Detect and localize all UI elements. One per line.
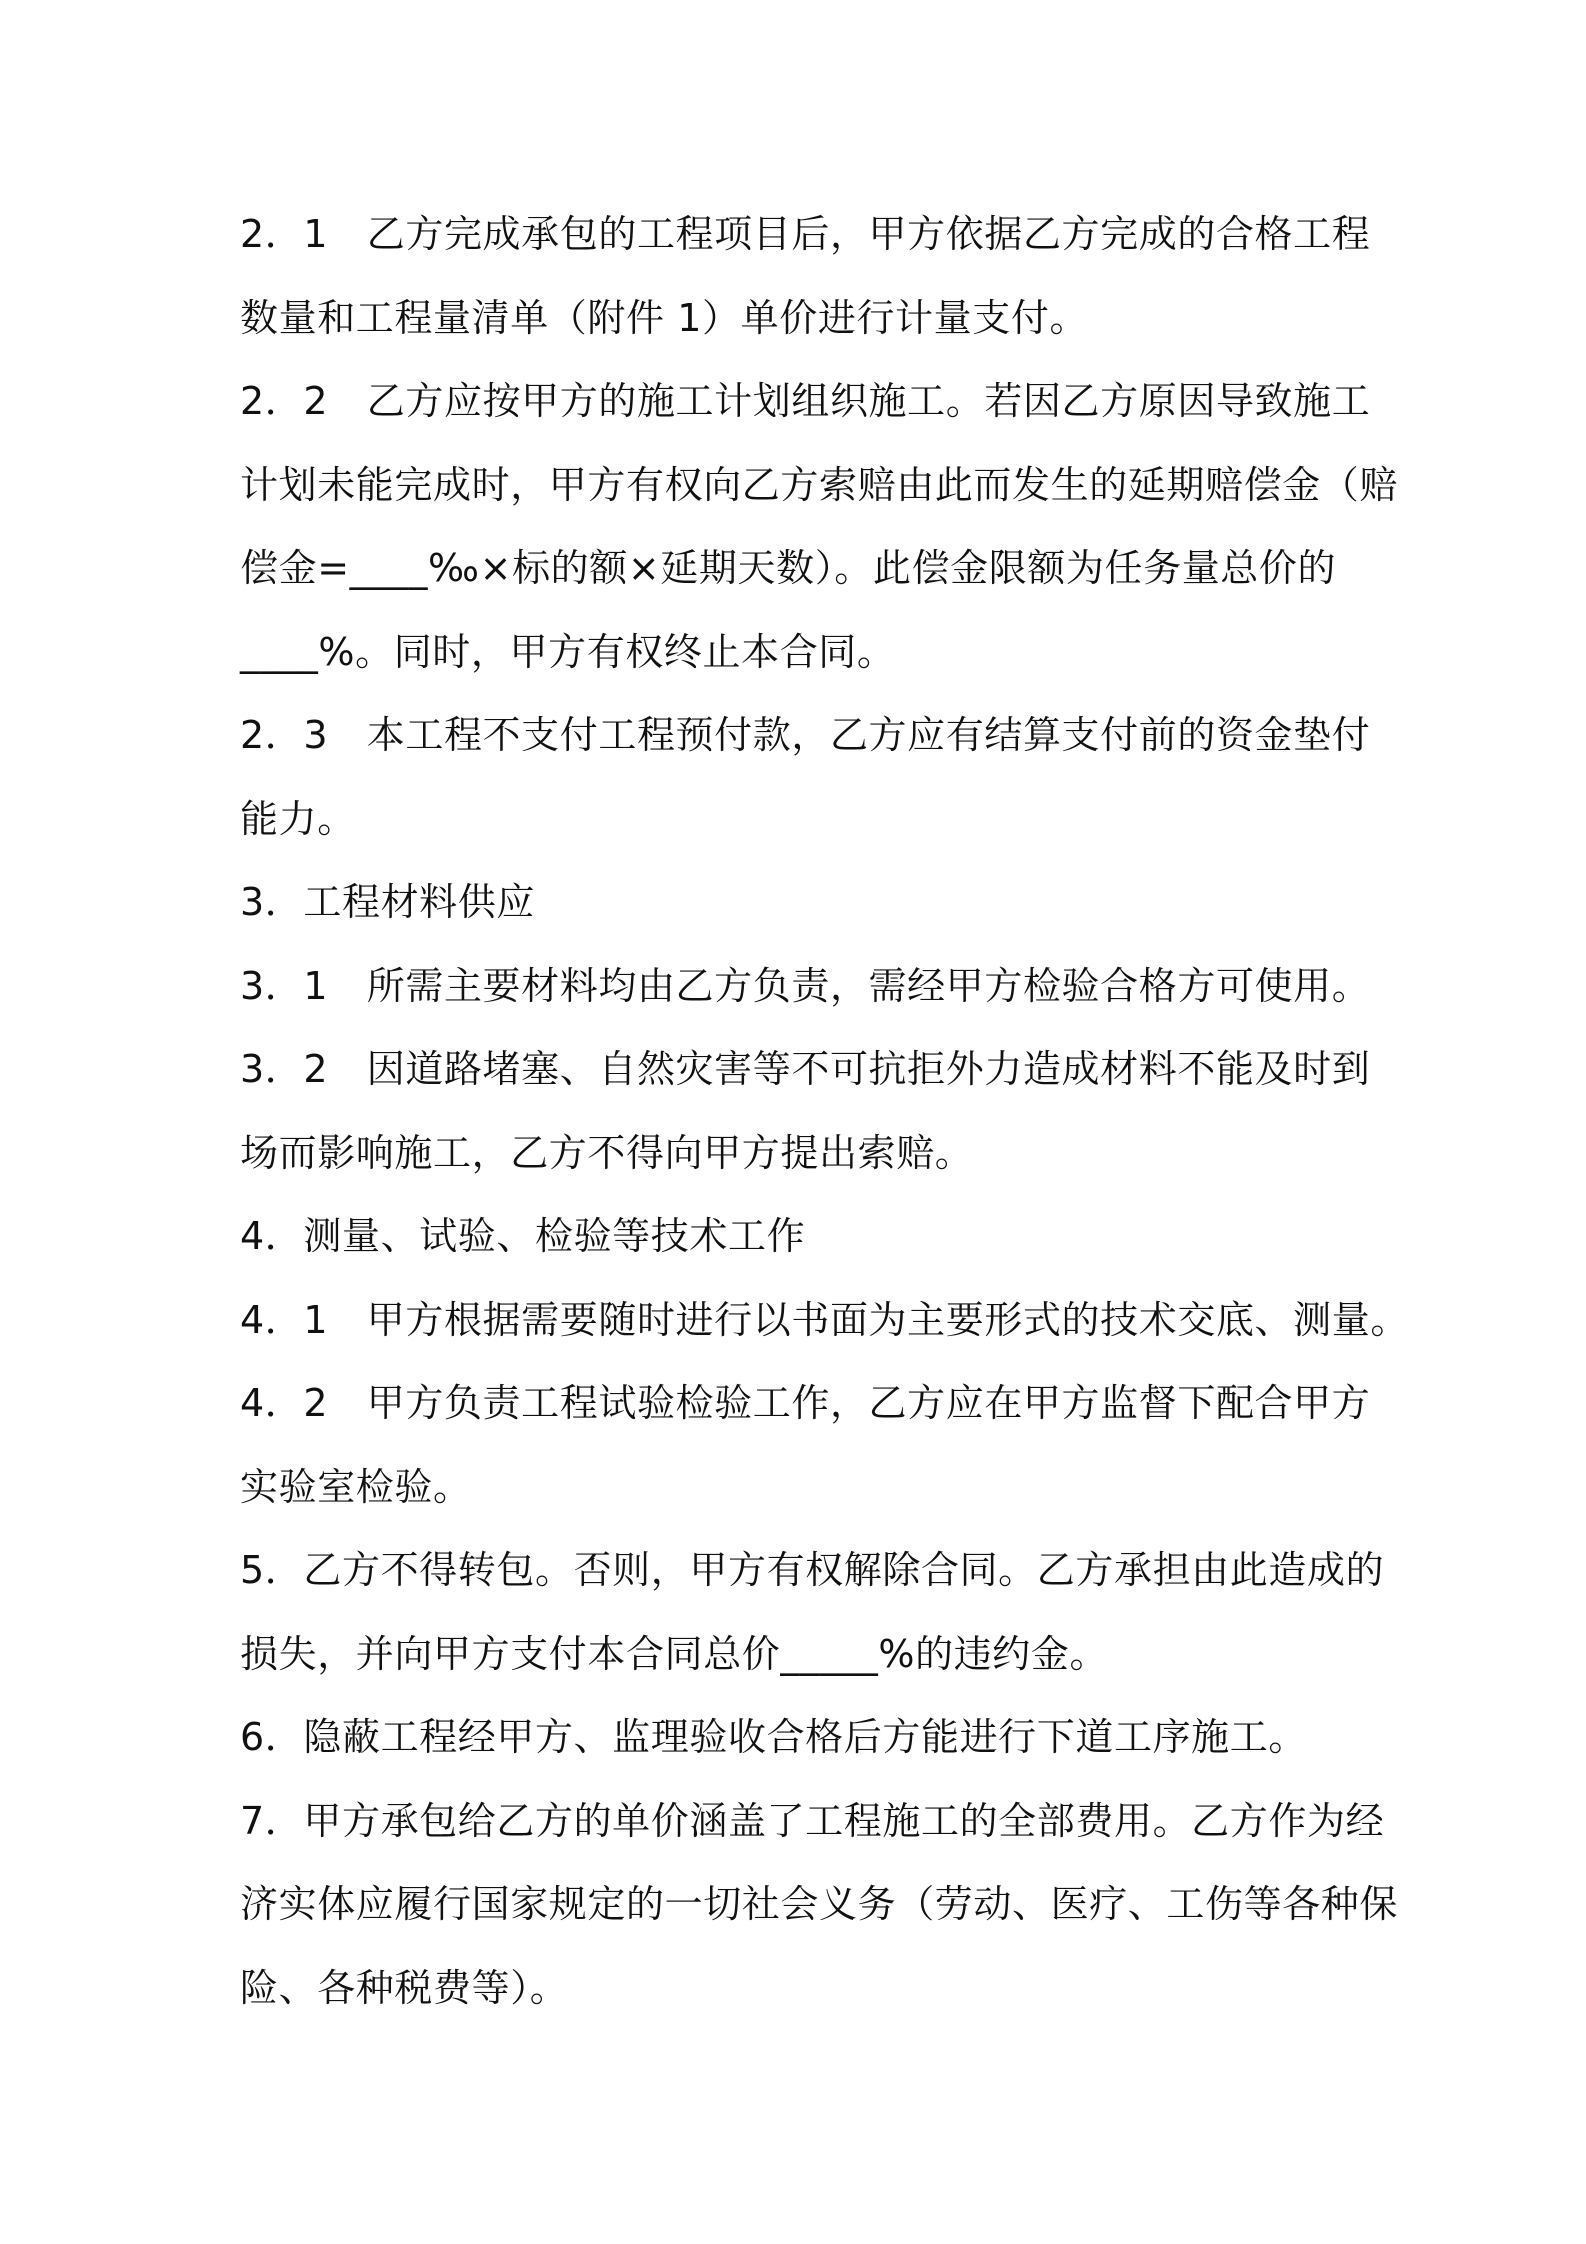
text-line: 偿金=____‰×标的额×延期天数）。此偿金限额为任务量总价的 [240,546,1337,590]
text-line: 能力。 [240,796,356,841]
text-line: 计划未能完成时，甲方有权向乙方索赔由此而发生的延期赔偿金（赔 [240,462,1399,507]
text-line: 济实体应履行国家规定的一切社会义务（劳动、医疗、工伤等各种保 [240,1882,1399,1926]
text-line: 2．3 本工程不支付工程预付款，乙方应有结算支付前的资金垫付 [240,713,1371,757]
text-line: 2．2 乙方应按甲方的施工计划组织施工。若因乙方原因导致施工 [240,379,1371,423]
text-line: 3．1 所需主要材料均由乙方负责，需经甲方检验合格方可使用。 [240,963,1371,1008]
text-line: 数量和工程量清单（附件 1）单价进行计量支付。 [240,295,1089,340]
text-line: 4．1 甲方根据需要随时进行以书面为主要形式的技术交底、测量。 [240,1297,1409,1342]
text-line: 4．2 甲方负责工程试验检验工作，乙方应在甲方监督下配合甲方 [240,1381,1371,1425]
text-line: 6．隐蔽工程经甲方、监理验收合格后方能进行下道工序施工。 [240,1715,1307,1759]
text-line: 3．2 因道路堵塞、自然灾害等不可抗拒外力造成材料不能及时到 [240,1047,1371,1091]
text-line: 场而影响施工，乙方不得向甲方提出索赔。 [240,1130,974,1175]
text-line: 2．1 乙方完成承包的工程项目后，甲方依据乙方完成的合格工程 [240,212,1371,256]
text-line: 损失，并向甲方支付本合同总价_____%的违约金。 [240,1631,1109,1676]
text-line: 险、各种税费等）。 [240,1965,569,2010]
text-line: 7．甲方承包给乙方的单价涵盖了工程施工的全部费用。乙方作为经 [240,1798,1385,1843]
section-heading: 4．测量、试验、检验等技术工作 [240,1214,806,1258]
section-heading: 3．工程材料供应 [240,880,535,924]
text-line: ____%。同时，甲方有权终止本合同。 [240,629,896,674]
text-line: 实验室检验。 [240,1464,472,1509]
text-line: 5．乙方不得转包。否则，甲方有权解除合同。乙方承担由此造成的 [240,1548,1385,1592]
document-body [240,193,1409,2030]
